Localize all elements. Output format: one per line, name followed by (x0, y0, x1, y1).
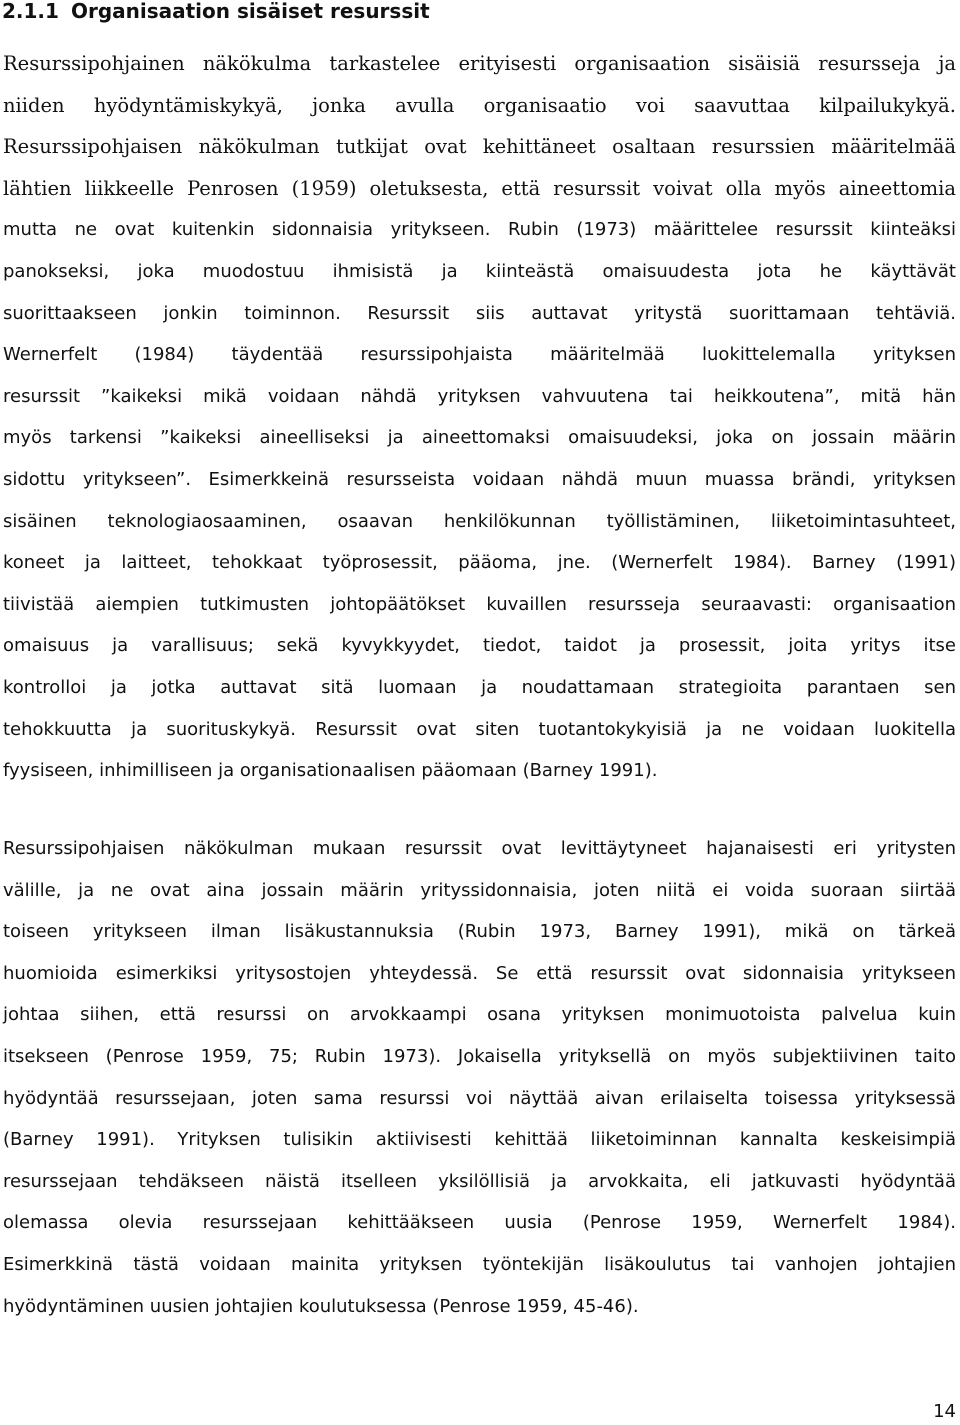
text-line: Esimerkkinä tästä voidaan mainita yrityksen työntekijän lisäkoulutus tai vanhojen johtajien (3, 1253, 956, 1275)
text-line: toiseen yritykseen ilman lisäkustannuksia (Rubin 1973, Barney 1991), mikä on tärkeä (3, 921, 956, 943)
section-title: Organisaation sisäiset resurssit (70, 0, 430, 23)
page-number: 14 (933, 1401, 956, 1422)
text-line: sisäinen teknologiaosaaminen, osaavan henkilökunnan työllistäminen, liiketoimintasuhteet, (3, 510, 956, 532)
text-line: huomioida esimerkiksi yritysostojen yhteydessä. Se että resurssit ovat sidonnaisia yritykseen (3, 962, 956, 984)
section-number: 2.1.1 (2, 0, 59, 23)
text-line: panokseksi, joka muodostuu ihmisistä ja kiinteästä omaisuudesta jota he käyttävät (3, 260, 956, 282)
text-line: resurssejaan tehdäkseen näistä itselleen yksilöllisiä ja arvokkaita, eli jatkuvasti hyödyntää (3, 1170, 956, 1192)
text-line: (Barney 1991). Yrityksen tulisikin aktiivisesti kehittää liiketoiminnan kannalta keskeisimpiä (3, 1129, 956, 1151)
text-line: sidottu yritykseen”. Esimerkkeinä resursseista voidaan nähdä muun muassa brändi, yrityksen (3, 468, 956, 490)
text-line: fyysiseen, inhimilliseen ja organisationaalisen pääomaan (Barney 1991). (3, 760, 658, 782)
text-line: itsekseen (Penrose 1959, 75; Rubin 1973). Jokaisella yrityksellä on myös subjektiivinen taito (3, 1045, 956, 1067)
text-line: Resurssipohjaisen näkökulman tutkijat ovat kehittäneet osaltaan resurssien määritelmää (3, 135, 956, 159)
text-line: kontrolloi ja jotka auttavat sitä luomaan ja noudattamaan strategioita parantaen sen (3, 676, 956, 698)
body-paragraph-1 (3, 43, 956, 792)
text-line: resurssit ”kaikeksi mikä voidaan nähdä yrityksen vahvuutena tai heikkoutena”, mitä hän (3, 385, 956, 407)
text-line: lähtien liikkeelle Penrosen (1959) oletuksesta, että resurssit voivat olla myös aineettomia (3, 176, 956, 200)
text-line: Resurssipohjainen näkökulma tarkastelee erityisesti organisaation sisäisiä resursseja ja (3, 52, 956, 75)
text-line: olemassa olevia resurssejaan kehittääkseen uusia (Penrose 1959, Wernerfelt 1984). (3, 1212, 956, 1234)
text-line: niiden hyödyntämiskykyä, jonka avulla organisaatio voi saavuttaa kilpailukykyä. (3, 93, 956, 117)
text-line: tiivistää aiempien tutkimusten johtopäätökset kuvaillen resursseja seuraavasti: organisaation (3, 593, 956, 615)
text-line: tehokkuutta ja suorituskykyä. Resurssit ovat siten tuotantokykyisiä ja ne voidaan luokitella (3, 718, 956, 740)
text-line: johtaa siihen, että resurssi on arvokkaampi osana yrityksen monimuotoista palvelua kuin (3, 1004, 956, 1026)
text-line: hyödyntää resurssejaan, joten sama resurssi voi näyttää aivan erilaiselta toisessa yrityksessä (3, 1087, 956, 1109)
text-line: välille, ja ne ovat aina jossain määrin yrityssidonnaisia, joten niitä ei voida suoraan siirtää (3, 879, 956, 901)
text-line: koneet ja laitteet, tehokkaat työprosessit, pääoma, jne. (Wernerfelt 1984). Barney (1991) (3, 552, 956, 574)
text-line: myös tarkensi ”kaikeksi aineelliseksi ja aineettomaksi omaisuudeksi, joka on jossain määrin (3, 427, 956, 449)
text-line: omaisuus ja varallisuus; sekä kyvykkyydet, tiedot, taidot ja prosessit, joita yritys itse (3, 635, 956, 657)
text-line: mutta ne ovat kuitenkin sidonnaisia yritykseen. Rubin (1973) määrittelee resurssit kiinteäksi (3, 219, 956, 241)
text-line: hyödyntäminen uusien johtajien koulutuksessa (Penrose 1959, 45-46). (3, 1295, 639, 1317)
body-paragraph-2 (3, 828, 956, 1327)
text-line: suorittaakseen jonkin toiminnon. Resurssit siis auttavat yritystä suorittamaan tehtäviä. (3, 302, 956, 324)
text-line: Wernerfelt (1984) täydentää resurssipohjaista määritelmää luokittelemalla yrityksen (3, 344, 956, 366)
section-heading (2, 0, 430, 26)
text-line: Resurssipohjaisen näkökulman mukaan resurssit ovat levittäytyneet hajanaisesti eri yritysten (3, 838, 956, 859)
